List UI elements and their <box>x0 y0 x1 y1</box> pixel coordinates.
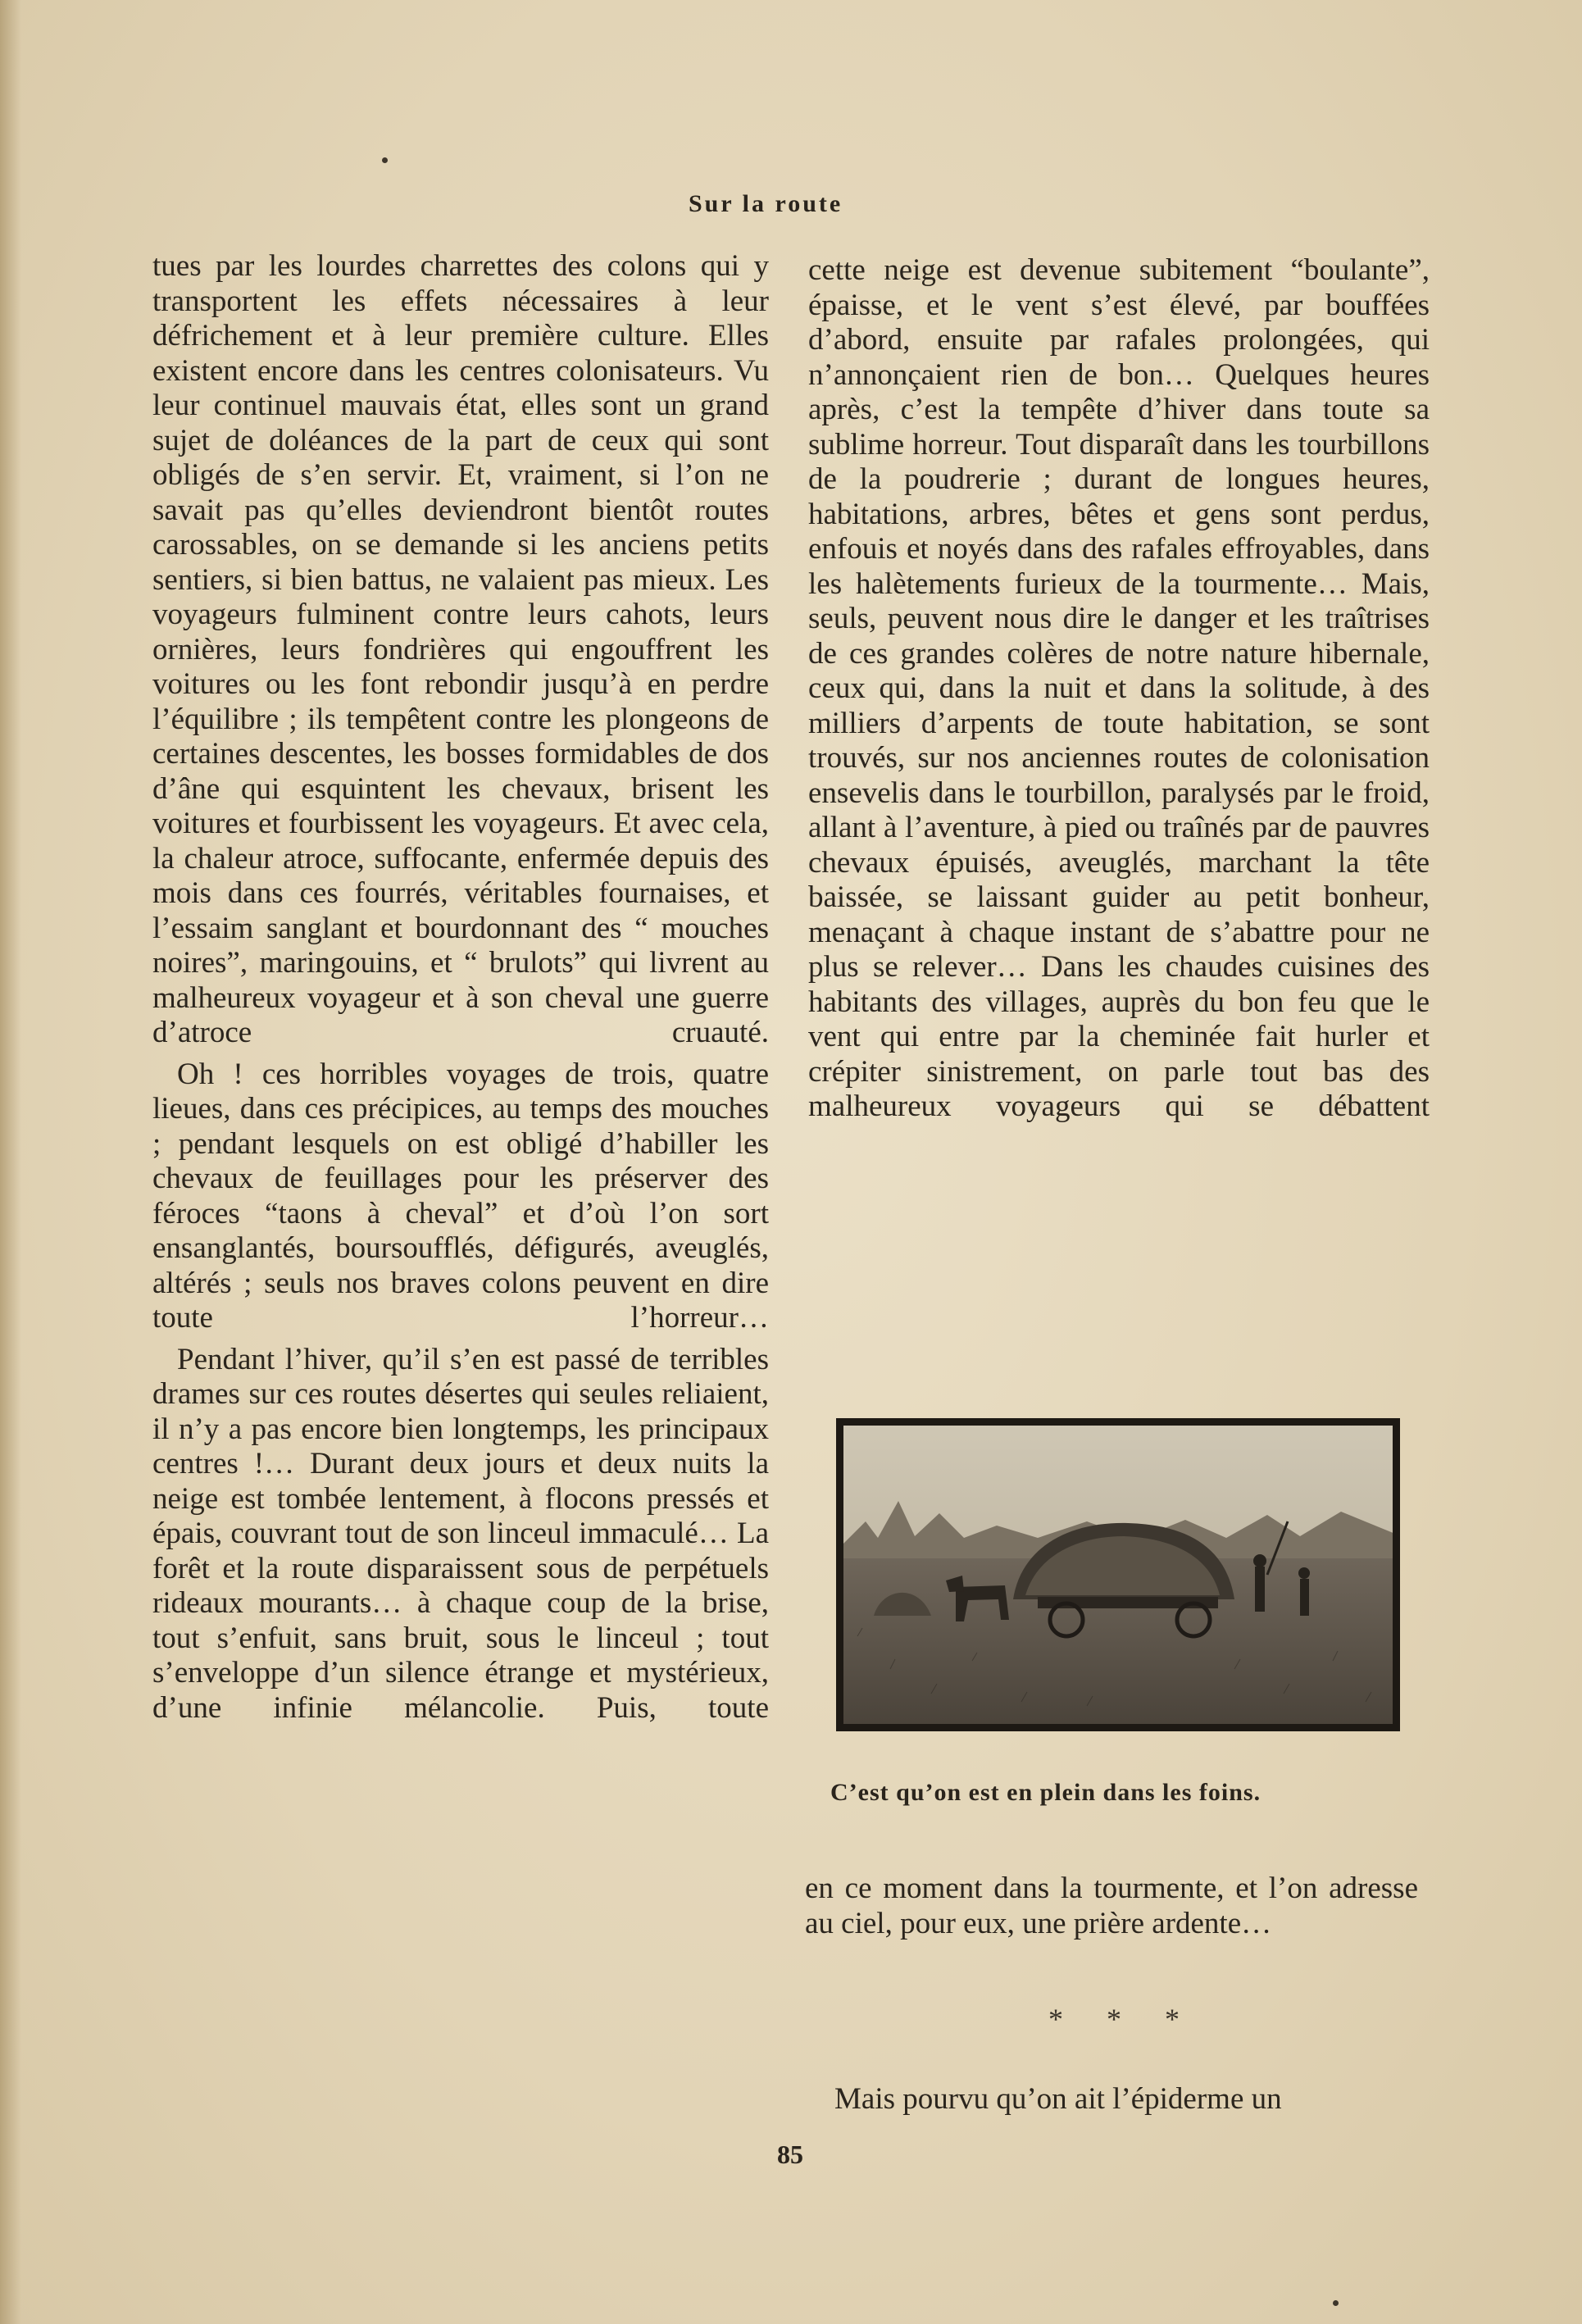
right-column-bottom <box>805 1871 1418 1941</box>
left-paragraph-3: Pendant l’hiver, qu’il s’en est passé de terribles drames sur ces routes désertes qui seules reliaient, il n’y a pas encore bien longtemps, les principaux centres !… Durant deux jours et deux nuits la neige est tombée lentement, à flocons pressés et épais, couvrant tout de son linceul immaculé… La forêt et la route disparaissent sous de perpétuels rideaux mourants… à chaque coup de la brise, tout s’enfuit, sans bruit, sous le linceul ; tout s’enveloppe d’un silence étrange et mystérieux, d’une infinie mélancolie. Puis, toute <box>152 1342 769 1725</box>
left-column <box>152 249 769 1726</box>
photo-caption: C’est qu’on est en plein dans les foins. <box>830 1779 1262 1806</box>
binding-shadow <box>0 0 21 2324</box>
right-paragraph-2: en ce moment dans la tourmente, et l’on adresse au ciel, pour eux, une prière ardente… <box>805 1871 1418 1940</box>
section-break: * * * <box>1048 2003 1198 2035</box>
left-paragraph-2: Oh ! ces horribles voyages de trois, quatre lieues, dans ces précipices, au temps des mouches ; pendant lesquels on est obligé d’habiller les chevaux de feuillages pour les préserver des féroces “taons à cheval” et d’où l’on sort ensanglantés, boursoufflés, défigurés, aveuglés, altérés ; seuls nos braves colons peuvent en dire toute l’horreur… <box>152 1057 769 1335</box>
right-paragraph-1: cette neige est devenue subitement “boulante”, épaisse, et le vent s’est élevé, par bouffées d’abord, ensuite par rafales prolongées, qui n’annonçaient rien de bon… Quelques heures après, c’est la tempête d’hiver dans toute sa sublime horreur. Tout disparaît dans les tourbillons de la poudrerie ; durant de longues heures, habitations, arbres, bêtes et gens sont perdus, enfouis et noyés dans des rafales effroyables, dans les halètements furieux de la tourmente… Mais, seuls, peuvent nous dire le danger et les traîtrises de ces grandes colères de notre nature hibernale, ceux qui, dans la nuit et dans la solitude, à des milliers d’arpents de toute habitation, se sont trouvés, sur nos anciennes routes de colonisation ensevelis dans le tourbillon, paralysés par le froid, allant à l’aventure, à pied ou traînés par de pauvres chevaux épuisés, aveuglés, marchant la tête baissée, se laissant guider au petit bonheur, menaçant à chaque instant de s’abattre pour ne plus se relever… Dans les chaudes cuisines des habitants des villages, auprès du bon feu que le vent qui entre par la cheminée fait hurler et crépiter sinistrement, on parle tout bas des malheureux voyageurs qui se débattent <box>808 253 1430 1123</box>
photo-illustration <box>841 1423 1395 1726</box>
hay-wagon-photo <box>836 1418 1400 1731</box>
paper-speck <box>1333 2300 1339 2306</box>
right-column-top <box>808 253 1430 1125</box>
left-paragraph-1: tues par les lourdes charrettes des colons qui y transportent les effets nécessaires à leur défrichement et à leur première culture. Elles existent encore dans les centres colonisateurs. Vu leur continuel mauvais état, elles sont un grand sujet de doléances de la part de ceux qui sont obligés de s’en servir. Et, vraiment, si l’on ne savait pas qu’elles deviendront bientôt routes carossables, on se demande si les anciens petits sentiers, si bien battus, ne valaient pas mieux. Les voyageurs fulminent contre leurs cahots, leurs ornières, leurs fondrières qui engouffrent les voitures ou les font rebondir jusqu’à en perdre l’équilibre ; ils tempêtent contre les plongeons de certaines descentes, les bosses formidables de dos d’âne qui esquintent les chevaux, brisent les voitures et fourbissent les voyageurs. Et avec cela, la chaleur atroce, suffocante, enfermée depuis des mois dans ces fourrés, véritables fournaises, et l’essaim sanglant et bourdonnant des “ mouches noires”, maringouins, et “ brulots” qui livrent au malheureux voyageur et à son cheval une guerre d’atroce cruauté. <box>152 249 769 1049</box>
running-title: Sur la route <box>689 190 843 217</box>
page-number: 85 <box>777 2140 803 2169</box>
right-column-final <box>834 2082 1418 2117</box>
paper-speck <box>382 157 388 163</box>
right-final-line: Mais pourvu qu’on ait l’épiderme un <box>834 2082 1282 2116</box>
